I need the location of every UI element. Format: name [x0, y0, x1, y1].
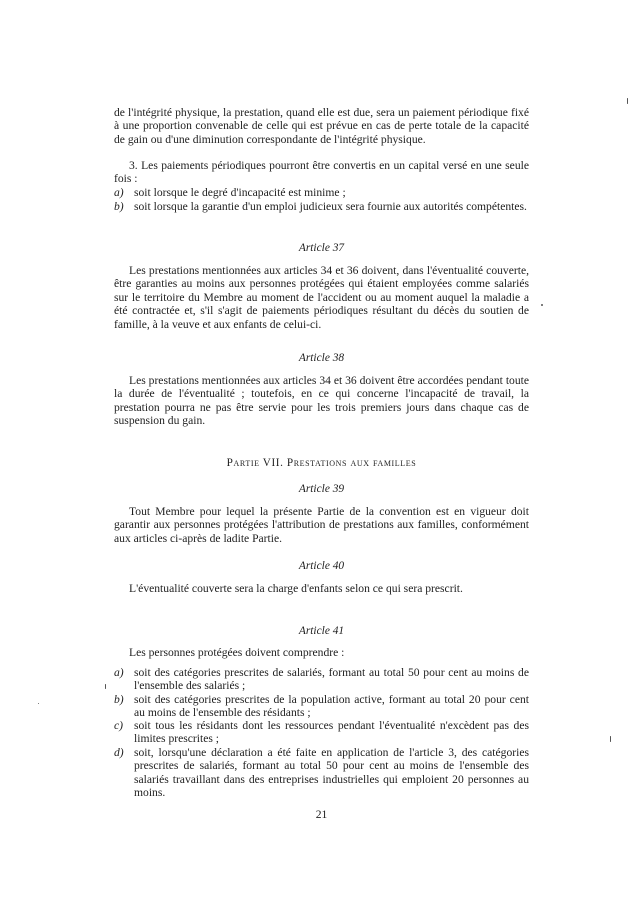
article-37-text: Les prestations mentionnées aux articles 34 et 36 doivent, dans l'éventualité couverte, être garanties au moins aux personnes protégées qui étaient employées comme salariés sur le territoire du Membre au moment de l'accident ou au moment auquel la maladie a été contractée et, s'il s'agit de paiements périodiques résultant du décès du soutien de famille, à la veuve et aux enfants de celui-ci. — [114, 264, 529, 331]
scan-speck — [38, 703, 39, 704]
article-37-heading: Article 37 — [298, 242, 345, 254]
list-item — [114, 200, 529, 213]
article-38-heading: Article 38 — [298, 352, 345, 364]
item-label: a) — [114, 666, 124, 679]
item-label: a) — [114, 186, 124, 199]
item-label: b) — [114, 200, 124, 213]
article-41-text: Les personnes protégées doivent comprendre : — [129, 646, 345, 659]
list-item — [114, 746, 529, 800]
scan-speck — [610, 736, 611, 742]
paragraph-3: 3. Les paiements périodiques pourront être convertis en un capital versé en une seule fois : — [114, 159, 529, 186]
item-text: soit des catégories prescrites de la population active, formant au total 20 pour cent au moins de l'ensemble des résidants ; — [134, 693, 529, 720]
paragraph-continuation: de l'intégrité physique, la prestation, quand elle est due, sera un paiement périodique fixé à une proportion convenable de celle qui est prévue en cas de perte totale de la capacité de gain ou d'une diminution correspondante de l'intégrité physique. — [114, 106, 529, 146]
article-40-heading: Article 40 — [298, 560, 345, 572]
article-39-text: Tout Membre pour lequel la présente Partie de la convention est en vigueur doit garantir aux personnes protégées l'attribution de prestations aux familles, conformément aux articles ci-après de ladite Partie. — [114, 505, 529, 545]
item-label: d) — [114, 746, 124, 759]
scan-speck — [105, 684, 106, 689]
article-39-heading: Article 39 — [298, 483, 345, 495]
list-item — [114, 693, 529, 720]
list-item — [114, 719, 529, 746]
item-label: b) — [114, 693, 124, 706]
item-text: soit lorsque la garantie d'un emploi judicieux sera fournie aux autorités compétentes. — [134, 200, 527, 213]
scan-speck — [541, 304, 543, 306]
item-label: c) — [114, 719, 124, 732]
list-item — [114, 186, 529, 199]
page-number: 21 — [315, 808, 328, 821]
item-text: soit, lorsqu'une déclaration a été faite en application de l'article 3, des catégories prescrites de salariés, formant au total 50 pour cent au moins de l'ensemble des salariés travaillant dans des entreprises industrielles qui emploient 20 personnes au moins. — [134, 746, 529, 800]
item-text: soit des catégories prescrites de salariés, formant au total 50 pour cent au moins de l'ensemble des salariés ; — [134, 666, 529, 693]
scan-speck — [627, 98, 628, 104]
article-41-heading: Article 41 — [298, 625, 345, 637]
item-text: soit tous les résidants dont les ressources pendant l'éventualité n'excèdent pas des limites prescrites ; — [134, 719, 529, 746]
article-40-text: L'éventualité couverte sera la charge d'enfants selon ce qui sera prescrit. — [129, 582, 463, 595]
item-text: soit lorsque le degré d'incapacité est minime ; — [134, 186, 346, 199]
list-item — [114, 666, 529, 693]
article-38-text: Les prestations mentionnées aux articles 34 et 36 doivent être accordées pendant toute la durée de l'éventualité ; toutefois, en ce qui concerne l'incapacité de travail, la prestation pourra ne pas être servie pour les trois premiers jours dans chaque cas de suspension du gain. — [114, 374, 529, 428]
part-vii-heading: Partie VII. Prestations aux familles — [226, 457, 417, 469]
